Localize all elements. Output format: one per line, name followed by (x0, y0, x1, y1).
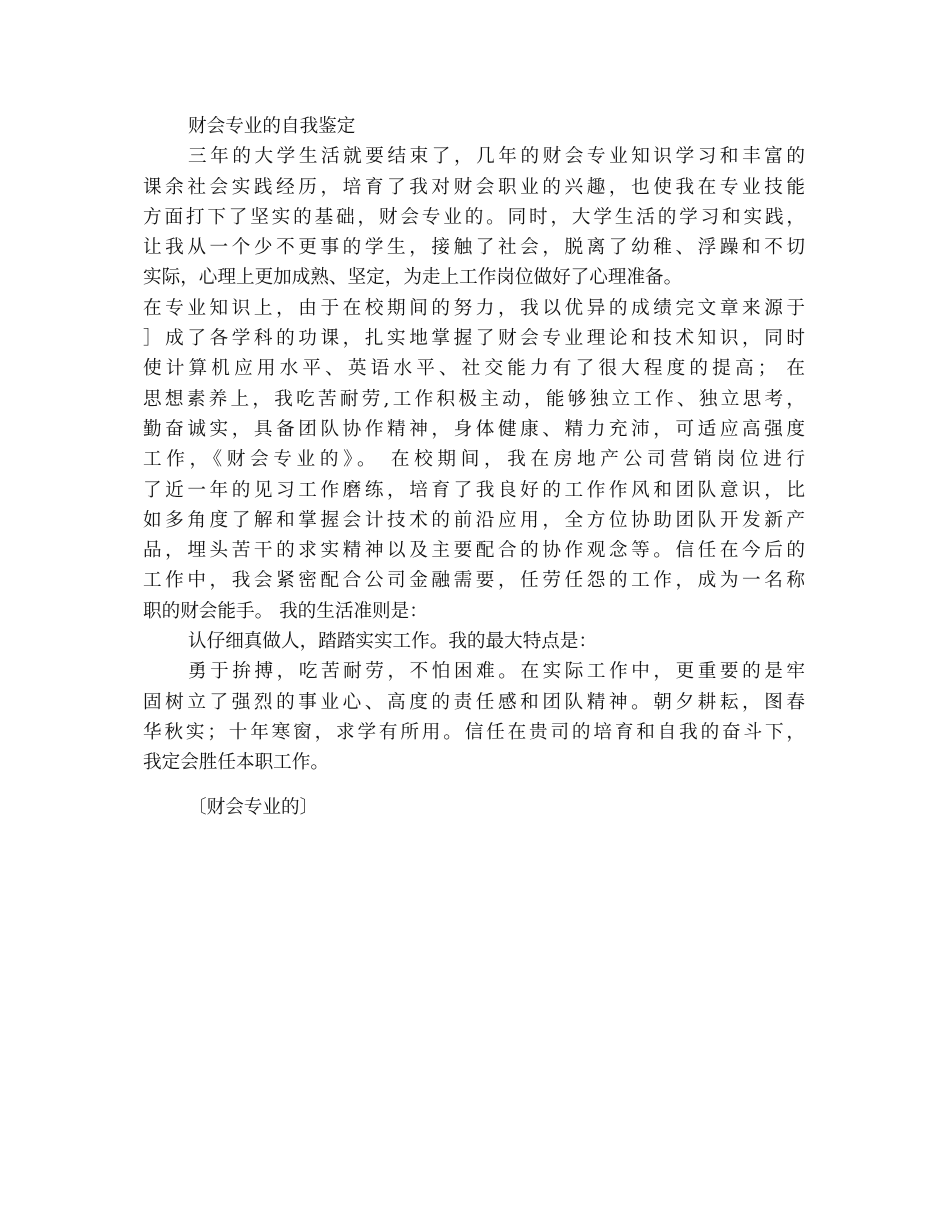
paragraph-line: 思想素养上，我吃苦耐劳,工作积极主动，能够独立工作、独立思考， (143, 388, 805, 410)
paragraph-line: 让我从一个少不更事的学生，接触了社会，脱离了幼稚、浮躁和不切 (143, 237, 805, 259)
paragraph-2 (143, 294, 805, 627)
paragraph-line: 在专业知识上，由于在校期间的努力，我以优异的成绩完文章来源于 (143, 297, 805, 319)
paragraph-line: ］成了各学科的功课，扎实地掌握了财会专业理论和技术知识，同时 (143, 328, 805, 350)
paragraph-line: 如多角度了解和掌握会计技术的前沿应用，全方位协助团队开发新产 (143, 509, 805, 531)
document-title: 财会专业的自我鉴定 (188, 116, 356, 137)
paragraph-line: 了近一年的见习工作磨练，培育了我良好的工作作风和团队意识，比 (143, 479, 805, 501)
paragraph-line: 实际，心理上更加成熟、坚定，为走上工作岗位做好了心理准备。 (143, 267, 683, 289)
paragraph-line: 华秋实；十年寒窗，求学有所用。信任在贵司的培育和自我的奋斗下， (143, 721, 805, 743)
document-body (143, 112, 805, 823)
paragraph-1 (143, 142, 805, 293)
paragraph-line: 方面打下了坚实的基础，财会专业的。同时，大学生活的学习和实践， (143, 206, 805, 228)
paragraph-line: 工作中，我会紧密配合公司金融需要，任劳任怨的工作，成为一名称 (143, 570, 805, 592)
paragraph-line: 三年的大学生活就要结束了，几年的财会专业知识学习和丰富的 (188, 146, 805, 168)
paragraph-4 (143, 657, 805, 778)
paragraph-3: 认仔细真做人，踏踏实实工作。我的最大特点是： (188, 631, 598, 653)
paragraph-line: 工作，《财会专业的》。 在校期间，我在房地产公司营销岗位进行 (143, 449, 805, 471)
paragraph-line: 品，埋头苦干的求实精神以及主要配合的协作观念等。信任在今后的 (143, 540, 805, 562)
document-footer: 〔财会专业的〕 (188, 796, 319, 818)
paragraph-line: 勇于拚搏，吃苦耐劳，不怕困难。在实际工作中，更重要的是牢 (188, 661, 805, 683)
paragraph-line: 使计算机应用水平、英语水平、社交能力有了很大程度的提高； 在 (143, 358, 805, 380)
paragraph-line: 课余社会实践经历，培育了我对财会职业的兴趣，也使我在专业技能 (143, 176, 805, 198)
paragraph-line: 我定会胜任本职工作。 (143, 752, 329, 774)
paragraph-line: 勤奋诚实，具备团队协作精神，身体健康、精力充沛，可适应高强度 (143, 418, 805, 440)
paragraph-line: 职的财会能手。 我的生活准则是： (143, 600, 428, 622)
paragraph-line: 固树立了强烈的事业心、高度的责任感和团队精神。朝夕耕耘，图春 (143, 691, 805, 713)
